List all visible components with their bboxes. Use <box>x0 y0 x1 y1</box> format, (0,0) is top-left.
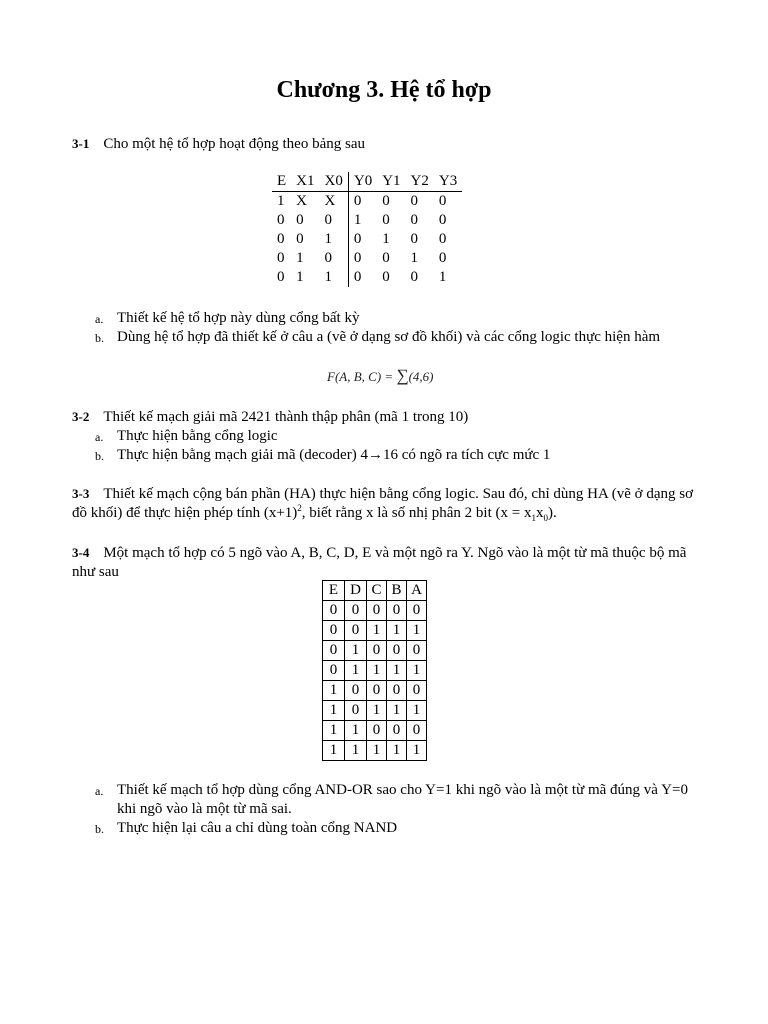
problem-text-cont: ). <box>547 505 557 521</box>
table-cell: 1 <box>367 621 387 641</box>
table-cell: 0 <box>407 721 427 741</box>
problem-text: Cho một hệ tổ hợp hoạt động theo bảng sau <box>103 136 365 152</box>
table-cell: 0 <box>438 250 447 266</box>
table-header-cell: C <box>367 581 387 601</box>
table-cell: 0 <box>323 661 345 681</box>
item-label: b. <box>95 449 104 463</box>
table-row <box>323 661 427 681</box>
truth-table-3-1 <box>272 172 462 287</box>
table-cell: 1 <box>323 721 345 741</box>
table-header-cell: Y0 <box>348 172 377 192</box>
item-label: a. <box>95 784 104 798</box>
table-cell: 1 <box>387 621 407 641</box>
table-cell: 1 <box>324 269 333 285</box>
table-row <box>323 621 427 641</box>
table-row <box>272 211 462 230</box>
table-cell: 0 <box>323 641 345 661</box>
table-cell: 0 <box>438 193 447 209</box>
problem-number: 3-1 <box>72 136 90 151</box>
page-title: Chương 3. Hệ tổ hợp <box>276 77 492 103</box>
table-row <box>323 741 427 761</box>
subscript: 1 <box>531 513 536 523</box>
exponent: 2 <box>297 503 302 513</box>
table-cell: 1 <box>345 741 367 761</box>
problem-text: Một mạch tổ hợp có 5 ngõ vào A, B, C, D, E và một ngõ ra Y. Ngõ vào là một từ mã thuộc bộ mã như sau <box>72 545 687 580</box>
table-cell: 1 <box>387 661 407 681</box>
table-cell: 0 <box>323 601 345 621</box>
sigma-symbol: ∑ <box>396 366 409 385</box>
table-cell: 0 <box>367 641 387 661</box>
list-item <box>72 781 700 819</box>
table-cell: 0 <box>277 269 285 285</box>
formula-lhs: F(A, B, C) = <box>327 369 394 384</box>
table-cell: 1 <box>296 250 304 266</box>
table-cell: 0 <box>324 212 333 228</box>
list-item <box>72 309 700 328</box>
table-header-cell: Y3 <box>434 172 462 192</box>
table-cell: 0 <box>387 721 407 741</box>
table-cell: 1 <box>407 621 427 641</box>
table-cell: 0 <box>410 193 419 209</box>
table-cell: 1 <box>410 250 419 266</box>
table-cell: 1 <box>324 231 333 247</box>
item-text: Thực hiện bằng cổng logic <box>117 428 278 444</box>
item-text: Dùng hệ tổ hợp đã thiết kế ở câu a (vẽ ở dạng sơ đồ khối) và các cổng logic thực hiện hàm <box>117 329 661 345</box>
list-item <box>72 446 700 465</box>
table-cell: 1 <box>407 661 427 681</box>
table-header-cell: X0 <box>320 172 349 192</box>
table-cell: 0 <box>345 681 367 701</box>
table-row <box>323 681 427 701</box>
table-cell: 0 <box>438 212 447 228</box>
table-cell: 0 <box>407 601 427 621</box>
item-label: b. <box>95 822 104 836</box>
table-cell: X <box>324 193 336 209</box>
table-cell: 1 <box>345 721 367 741</box>
problem-text-cont: , biết rằng x là số nhị phân 2 bit (x = x <box>301 505 532 521</box>
table-header-cell: B <box>387 581 407 601</box>
table-row <box>323 701 427 721</box>
table-cell: 0 <box>407 681 427 701</box>
item-text: Thiết kế hệ tổ hợp này dùng cổng bất kỳ <box>117 310 360 326</box>
table-cell: 0 <box>367 721 387 741</box>
table-cell: 0 <box>345 621 367 641</box>
table-cell: 1 <box>367 661 387 681</box>
list-item <box>72 328 700 347</box>
table-cell: 0 <box>410 269 419 285</box>
table-cell: 0 <box>382 250 390 266</box>
item-label: a. <box>95 430 104 444</box>
table-header-cell: Y1 <box>377 172 405 192</box>
table-row <box>272 249 462 268</box>
table-cell: 0 <box>382 212 390 228</box>
table-cell: 0 <box>345 601 367 621</box>
table-header-cell: E <box>323 581 345 601</box>
table-header-cell: D <box>345 581 367 601</box>
list-item <box>72 427 700 446</box>
table-row <box>323 641 427 661</box>
table-cell: 1 <box>277 193 285 209</box>
formula-rhs: (4,6) <box>408 369 434 384</box>
problem-3-3 <box>72 484 700 523</box>
table-cell: 1 <box>387 701 407 721</box>
table-cell: 0 <box>348 268 377 287</box>
table-header-cell: X1 <box>291 172 319 192</box>
table-cell: X <box>296 193 308 209</box>
table-cell: 1 <box>382 231 390 247</box>
problem-text: Thiết kế mạch cộng bán phần (HA) thực hiện bằng cổng logic. Sau đó, chỉ dùng HA (vẽ ở dạng sơ đồ khối) để thực hiện phép tính (x+1) <box>72 486 694 521</box>
table-row <box>323 601 427 621</box>
table-cell: 1 <box>407 741 427 761</box>
problem-text: Thiết kế mạch giải mã 2421 thành thập phân (mã 1 trong 10) <box>103 409 469 425</box>
problem-number: 3-4 <box>72 545 90 560</box>
table-cell: 0 <box>348 192 377 212</box>
table-cell: 1 <box>345 641 367 661</box>
table-cell: 0 <box>410 231 419 247</box>
formula <box>327 366 433 386</box>
table-header-cell: E <box>272 172 291 192</box>
table-cell: 0 <box>296 212 304 228</box>
problem-3-1 <box>72 134 700 154</box>
table-cell: 1 <box>367 741 387 761</box>
problem-number: 3-2 <box>72 409 90 424</box>
item-label: a. <box>95 312 104 326</box>
table-cell: 0 <box>348 230 377 249</box>
table-cell: 0 <box>387 601 407 621</box>
table-cell: 0 <box>387 641 407 661</box>
item-text: Thực hiện bằng mạch giải mã (decoder) 4→16 có ngõ ra tích cực mức 1 <box>117 447 551 463</box>
list-item <box>72 819 700 838</box>
table-cell: 0 <box>382 193 390 209</box>
table-cell: 0 <box>382 269 390 285</box>
problem-3-4 <box>72 543 700 582</box>
problem-number: 3-3 <box>72 486 90 501</box>
table-header-row <box>323 581 427 601</box>
table-cell: 0 <box>323 621 345 641</box>
problem-text-cont: x <box>535 505 544 521</box>
table-cell: 1 <box>296 269 304 285</box>
table-header-cell: Y2 <box>406 172 434 192</box>
table-cell: 1 <box>438 269 447 285</box>
problem-3-4-items <box>72 781 700 838</box>
table-row <box>272 192 462 212</box>
table-cell: 1 <box>348 211 377 230</box>
table-cell: 0 <box>277 250 285 266</box>
table-row <box>323 721 427 741</box>
table-header-cell: A <box>407 581 427 601</box>
table-cell: 0 <box>438 231 447 247</box>
table-row <box>272 230 462 249</box>
table-cell: 1 <box>345 661 367 681</box>
subscript: 0 <box>543 513 548 523</box>
table-cell: 1 <box>387 741 407 761</box>
problem-3-2 <box>72 407 700 465</box>
item-text: Thiết kế mạch tổ hợp dùng cổng AND-OR sao cho Y=1 khi ngõ vào là một từ mã đúng và Y=0 khi ngõ vào là một từ mã sai. <box>117 782 688 817</box>
table-cell: 0 <box>277 231 285 247</box>
table-cell: 0 <box>345 701 367 721</box>
table-cell: 1 <box>407 701 427 721</box>
table-row <box>272 268 462 287</box>
item-label: b. <box>95 331 104 345</box>
table-cell: 0 <box>387 681 407 701</box>
table-cell: 0 <box>407 641 427 661</box>
table-cell: 1 <box>323 701 345 721</box>
code-table-3-4 <box>322 580 427 761</box>
table-cell: 0 <box>410 212 419 228</box>
table-cell: 0 <box>367 681 387 701</box>
table-cell: 0 <box>296 231 304 247</box>
item-text: Thực hiện lại câu a chỉ dùng toàn cổng NAND <box>117 820 398 836</box>
table-cell: 0 <box>324 250 333 266</box>
table-cell: 0 <box>277 212 285 228</box>
problem-3-1-items <box>72 309 700 347</box>
table-cell: 1 <box>323 681 345 701</box>
table-cell: 0 <box>348 249 377 268</box>
table-header-row <box>272 172 462 192</box>
table-cell: 1 <box>323 741 345 761</box>
table-cell: 1 <box>367 701 387 721</box>
table-cell: 0 <box>367 601 387 621</box>
